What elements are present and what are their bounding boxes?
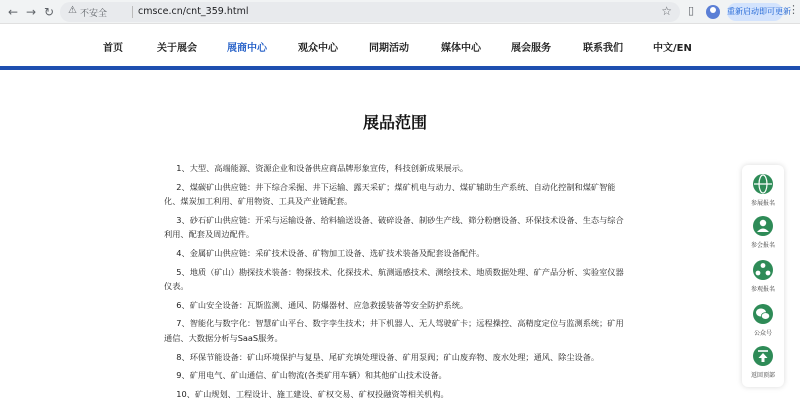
page-title: 展品范围 — [362, 113, 427, 132]
side-label: 公众号 — [753, 330, 772, 337]
nav-item-home[interactable]: 首页 — [103, 43, 123, 54]
globe-icon — [752, 173, 774, 195]
reload-icon[interactable]: ↻ — [43, 5, 55, 19]
address-separator — [132, 6, 133, 18]
attendee-registration-button[interactable] — [742, 215, 784, 249]
browser-toolbar — [0, 0, 800, 24]
wechat-icon — [752, 303, 774, 325]
nav-item-language[interactable]: 中文/EN — [653, 43, 692, 54]
list-item: 8、环保节能设备：矿山环境保护与复垦、尾矿充填处理设备、矿用泵阀；矿山废弃物、废水处理；通风、除尘设备。 — [176, 351, 600, 362]
group-icon — [752, 259, 774, 281]
side-label: 参会报名 — [750, 242, 775, 249]
warning-icon[interactable]: ⚠ — [68, 5, 77, 16]
list-item: 10、矿山规划、工程设计、施工建设、矿权交易、矿权投融资等相关机构。 — [176, 388, 449, 399]
forward-icon[interactable]: → — [25, 5, 37, 19]
sidebar-toggle-icon[interactable]: ▯ — [688, 4, 695, 17]
visitor-registration-button[interactable] — [742, 259, 784, 293]
list-item: 3、砂石矿山供应链：开采与运输设备、给料输送设备、破碎设备、制砂生产线、筛分粉磨设备、环保技术设备、生态与综合利用、配套及周边配件。 — [164, 214, 624, 240]
wechat-account-button[interactable] — [742, 303, 784, 337]
url-text[interactable]: cmsce.cn/cnt_359.html — [138, 6, 249, 17]
bookmark-star-icon[interactable]: ☆ — [661, 4, 672, 18]
arrow-up-icon — [752, 345, 774, 367]
nav-item-media[interactable]: 媒体中心 — [441, 43, 481, 54]
nav-item-about[interactable]: 关于展会 — [157, 43, 197, 54]
address-bar[interactable] — [60, 2, 680, 22]
back-icon[interactable]: ← — [7, 5, 19, 19]
nav-item-contact[interactable]: 联系我们 — [583, 43, 623, 54]
side-label: 返回顶部 — [750, 372, 775, 379]
update-button[interactable]: 重新启动即可更新 — [727, 3, 783, 21]
user-icon — [752, 215, 774, 237]
list-item: 9、矿用电气、矿山通信、矿山物流(各类矿用车辆）和其他矿山技术设备。 — [176, 370, 447, 381]
insecure-label[interactable]: 不安全 — [80, 9, 108, 19]
nav-item-exhibitor-center[interactable]: 展商中心 — [227, 43, 267, 54]
nav-item-events[interactable]: 同期活动 — [369, 43, 409, 54]
nav-accent-bar — [0, 66, 800, 70]
side-label: 参观报名 — [750, 286, 775, 293]
back-to-top-button[interactable] — [742, 345, 784, 379]
list-item: 5、地质（矿山）勘探技术装备：物探技术、化探技术、航测遥感技术、测绘技术、地质数据处理、矿产品分析、实验室仪器仪表。 — [164, 266, 624, 292]
nav-item-services[interactable]: 展会服务 — [511, 43, 551, 54]
profile-avatar[interactable] — [706, 5, 720, 19]
list-item: 6、矿山安全设备：瓦斯监测、通风、防爆器材、应急救援装备等安全防护系统。 — [176, 299, 469, 310]
nav-item-visitor-center[interactable]: 观众中心 — [298, 43, 338, 54]
site-navigation — [0, 24, 800, 66]
side-label: 参展报名 — [750, 200, 775, 207]
exhibitor-registration-button[interactable] — [742, 173, 784, 207]
floating-side-panel — [742, 165, 784, 387]
list-item: 2、煤碳矿山供应链：井下综合采掘、井下运输、露天采矿；煤矿机电与动力、煤矿辅助生产系统、自动化控制和煤矿智能化、煤炭加工利用、矿用物资、工具及产业链配套。 — [164, 181, 616, 207]
list-item: 1、大型、高端能源、资源企业和设备供应商品牌形象宣传，科技创新成果展示。 — [176, 163, 469, 173]
list-item: 4、金属矿山供应链：采矿技术设备、矿物加工设备、选矿技术装备及配套设备配件。 — [176, 247, 485, 258]
exhibit-scope-list — [164, 161, 629, 405]
list-item: 7、智能化与数字化：智慧矿山平台、数字孪生技术；井下机器人、无人驾驶矿卡；远程操控、高精度定位与监测系统；矿用通信、大数据分析与SaaS服务。 — [164, 318, 624, 343]
menu-dots-icon[interactable]: ⋮ — [788, 3, 799, 16]
